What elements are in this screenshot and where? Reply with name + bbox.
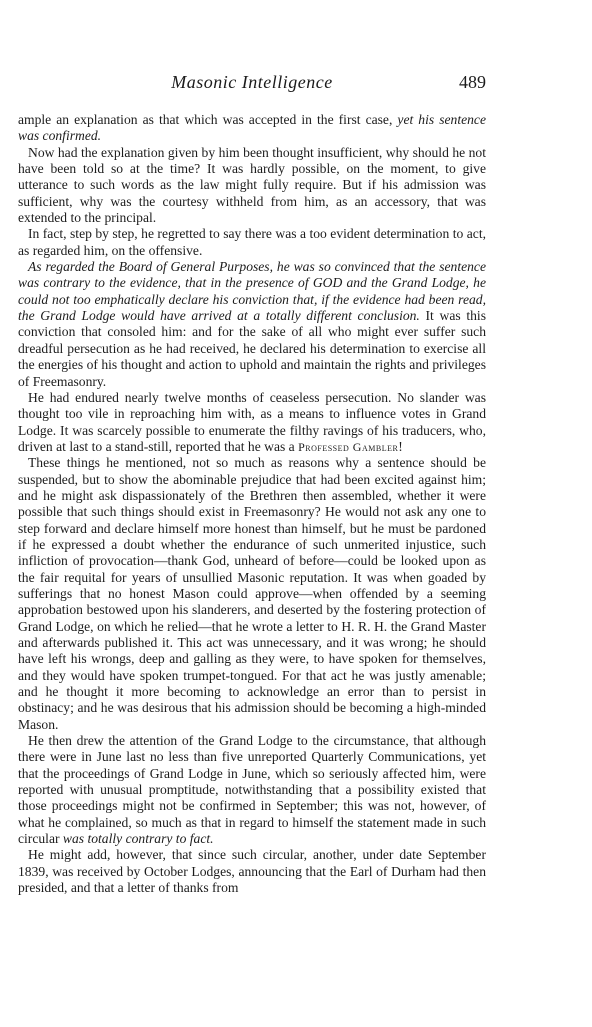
paragraph-text: He had endured nearly twelve months of ceaseless persecution. No slander was thought too vile in reproaching him with, as a means to influence votes in Grand Lodge. It was scarcely possible to enumerate the filthy ravings of his traducers, who, driven at last to a stand-still, reported that he was a bbox=[18, 389, 486, 454]
paragraph-text: These things he mentioned, not so much as reasons why a sentence should be suspended, but to show the abominable prejudice that had been excited against him; and he might ask dispassionately of the Brethren then assembled, whether it were possible that such things should exist in Freemasonry? He would not ask any one to step forward and declare himself more honest than himself, but he must be pardoned if he expressed a doubt whether the endurance of such unmerited injustice, such infliction of provocation—thank God, unheard of before—could be looked upon as the fair requital for years of unsullied Masonic reputation. It was when goaded by sufferings that no honest Mason could approve—when offended by a seeming approbation bestowed upon his slanderers, and deserted by the fostering protection of Grand Lodge, on which he relied—that he wrote a letter to H. R. H. the Grand Master and afterwards published it. This act was unnecessary, and it was wrong; he should have left his wrongs, deep and galling as they were, to have spoken for themselves, and they would have spoken trumpet-tongued. For that act he was justly amenable; and he thought it more becoming to acknowledge an error than to persist in obstinacy; and he was desirous that his admission should be becoming a high-minded Mason. bbox=[18, 455, 486, 732]
page-header bbox=[18, 72, 486, 98]
italic-text: yet his sentence was confirmed. bbox=[18, 112, 486, 144]
paragraph bbox=[18, 112, 486, 145]
paragraph bbox=[18, 847, 486, 896]
small-caps-text: Professed Gambler bbox=[298, 439, 399, 454]
italic-text: was totally contrary to fact. bbox=[62, 831, 214, 847]
document-page bbox=[18, 72, 486, 897]
paragraph-text: It was this conviction that consoled him: and for the sake of all who might ever suffer such dreadful persecution as he had received, he declared his determination to exercise all the energies of his thought and action to uphold and maintain the rights and privileges of Freemasonry. bbox=[18, 308, 486, 389]
paragraph-text: ample an explanation as that which was accepted in the first case, bbox=[18, 112, 398, 127]
running-title: Masonic Intelligence bbox=[171, 72, 333, 92]
paragraph-text: ! bbox=[398, 438, 403, 454]
body-text bbox=[18, 112, 486, 897]
paragraph bbox=[18, 259, 486, 390]
paragraph bbox=[18, 390, 486, 455]
paragraph bbox=[18, 733, 486, 847]
paragraph bbox=[18, 226, 486, 259]
paragraph-text: In fact, step by step, he regretted to say there was a too evident determination to act, as regarded him, on the offensive. bbox=[18, 226, 486, 258]
paragraph bbox=[18, 145, 486, 227]
italic-text: As regarded the Board of General Purposes, he was so convinced that the sentence was contrary to the evidence, that in the presence of GOD and the Grand Lodge, he could not too emphatically declare his conviction that, if the evidence had been read, the Grand Lodge would have arrived at a totally different conclusion. bbox=[18, 259, 486, 324]
page-number: 489 bbox=[459, 72, 486, 92]
paragraph bbox=[18, 455, 486, 733]
paragraph-text: Now had the explanation given by him been thought insufficient, why should he not have been told so at the time? It was hardly possible, on the moment, to give utterance to such words as the law might fully require. But if his admission was sufficient, why was the courtesy withheld from him, as an accessory, that was extended to the principal. bbox=[18, 144, 486, 226]
paragraph-text: He then drew the attention of the Grand Lodge to the circumstance, that although there were in June last no less than five unreported Quarterly Communications, yet that the proceedings of Grand Lodge in June, which so seriously affected him, were reported with unusual promptitude, notwithstanding that a possibility existed that those proceedings might not be confirmed in September; this was not, however, of what he complained, so much as that in regard to himself the statement made in such circular bbox=[18, 733, 486, 847]
paragraph-text: He might add, however, that since such circular, another, under date September 1839, was received by October Lodges, announcing that the Earl of Durham had then presided, and that a letter of thanks from bbox=[18, 847, 486, 896]
